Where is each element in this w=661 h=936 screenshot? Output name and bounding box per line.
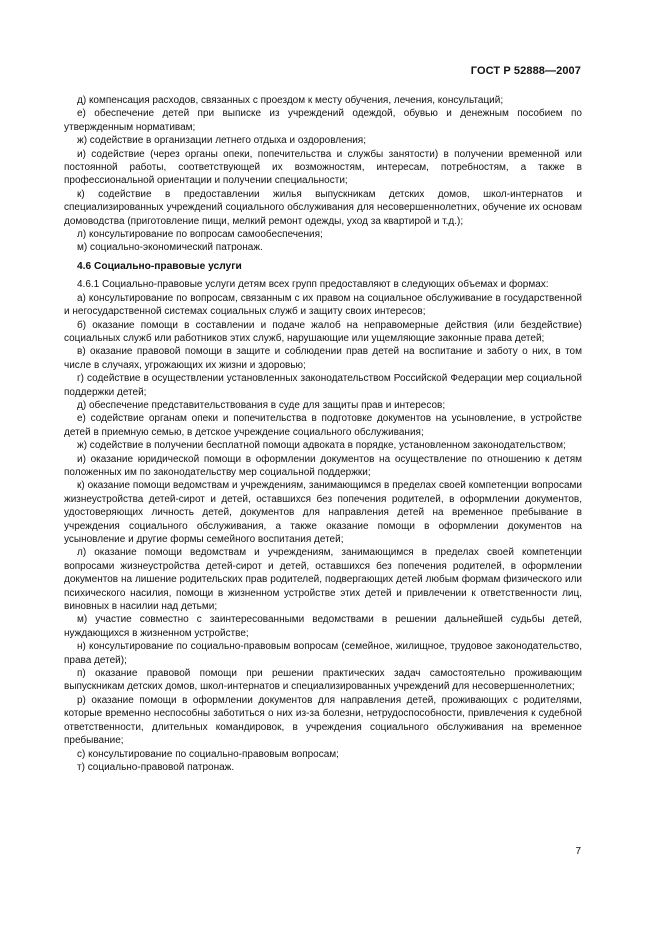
list-item-i2: и) оказание юридической помощи в оформлении документов на осуществление по отношению к детям положенных им по законодательству мер социальной поддержки; (64, 453, 582, 478)
list-item-zh: ж) содействие в организации летнего отдыха и оздоровления; (77, 135, 367, 147)
section-title: 4.6 Социально-правовые услуги (77, 260, 242, 272)
list-item-k: к) содействие в предоставлении жилья выпускникам детских домов, школ-интернатов и специализированных учреждений социального обслуживания для несовершеннолетних, обучение их основам домоводства (приготовление пищи, мелкий ремонт одежды, уход за квартирой и т.д.); (64, 188, 582, 227)
document-body (64, 94, 582, 774)
list-item-a: а) консультирование по вопросам, связанным с их правом на социальное обслуживание в государственной и негосударственной системах социальных служб и защиту своих интересов; (64, 292, 582, 318)
list-item-e2: е) содействие органам опеки и попечительства в подготовке документов на усыновление, в устройстве детей в приемную семью, в детское учреждение социального обслуживания; (64, 413, 582, 438)
list-item-r: р) оказание помощи в оформлении документов для направления детей, проживающих с родителями, которые временно неспособны заботиться о них из-за болезни, нетрудоспособности, привлечения к судебной ответственности, длительных командировок, в учреждения социального обслуживания на временное пребывание; (64, 694, 582, 747)
clause-4-6-1: 4.6.1 Социально-правовые услуги детям всех групп предоставляют в следующих объемах и формах: (77, 279, 549, 291)
list-item-d2: д) обеспечение представительствования в суде для защиты прав и интересов; (77, 399, 446, 411)
list-item-d: д) компенсация расходов, связанных с проездом к месту обучения, лечения, консультаций; (77, 95, 504, 106)
list-item-e: е) обеспечение детей при выписке из учреждений одеждой, обувью и денежным пособием по утвержденным нормативам; (64, 108, 582, 133)
list-item-i: и) содействие (через органы опеки, попечительства и службы занятости) в получении временной или постоянной работы, соответствующей их возможностям, интересам, потребностям, а также в профессиональной ориентации и получении специальности; (64, 148, 582, 187)
list-item-s: с) консультирование по социально-правовым вопросам; (77, 748, 339, 760)
list-item-b: б) оказание помощи в составлении и подаче жалоб на неправомерные действия (или бездействие) социальных служб или работников этих служб, нарушающие или ущемляющие законные права детей; (64, 319, 582, 344)
list-item-m2: м) участие совместно с заинтересованными ведомствами в решении дальнейшей судьбы детей, нуждающихся в жизненном устройстве; (64, 614, 582, 639)
list-item-m: м) социально-экономический патронаж. (77, 242, 263, 254)
list-item-t: т) социально-правовой патронаж. (77, 761, 235, 773)
list-item-v: в) оказание правовой помощи в защите и соблюдении прав детей на воспитание и заботу о них, в том числе в случаях, угрожающих их жизни и здоровью; (64, 346, 582, 371)
list-item-p: п) оказание правовой помощи при решении практических задач самостоятельно проживающим выпускникам детских домов, школ-интернатов и специализированных учреждений для несовершеннолетних; (64, 668, 582, 693)
list-item-n: н) консультирование по социально-правовым вопросам (семейное, жилищное, трудовое законодательство, права детей); (64, 641, 582, 666)
list-item-zh2: ж) содействие в получении бесплатной помощи адвоката в порядке, установленном законодательством; (77, 440, 566, 452)
list-item-k2: к) оказание помощи ведомствам и учреждениям, занимающимся в пределах своей компетенции вопросами жизнеустройства детей-сирот и детей, оставшихся без попечения родителей, в оформлении документов, удостоверяющих личность детей, документов для направления детей на временное пребывание в учреждения социального обслуживания, а также оказание помощи в оформлении документов на усыновление и другие формы семейного воспитания детей; (64, 480, 582, 545)
document-header: ГОСТ Р 52888—2007 (470, 65, 581, 77)
list-item-l: л) консультирование по вопросам самообеспечения; (77, 229, 323, 241)
list-item-l2: л) оказание помощи ведомствам и учреждениям, занимающимся в пределах своей компетенции вопросами жизнеустройства детей-сирот и детей, оставшихся без попечения родителей, в оформлении документов на лишение родительских прав родителей, подвергающих детей любым формам физического или психического насилия, помощи в жизненном устройстве этих детей и привлечении к ответственности лиц, виновных в насилии над детьми; (64, 547, 582, 613)
page-number: 7 (575, 846, 581, 857)
list-item-g: г) содействие в осуществлении установленных законодательством Российской Федерации мер социальной поддержки детей; (64, 373, 582, 398)
